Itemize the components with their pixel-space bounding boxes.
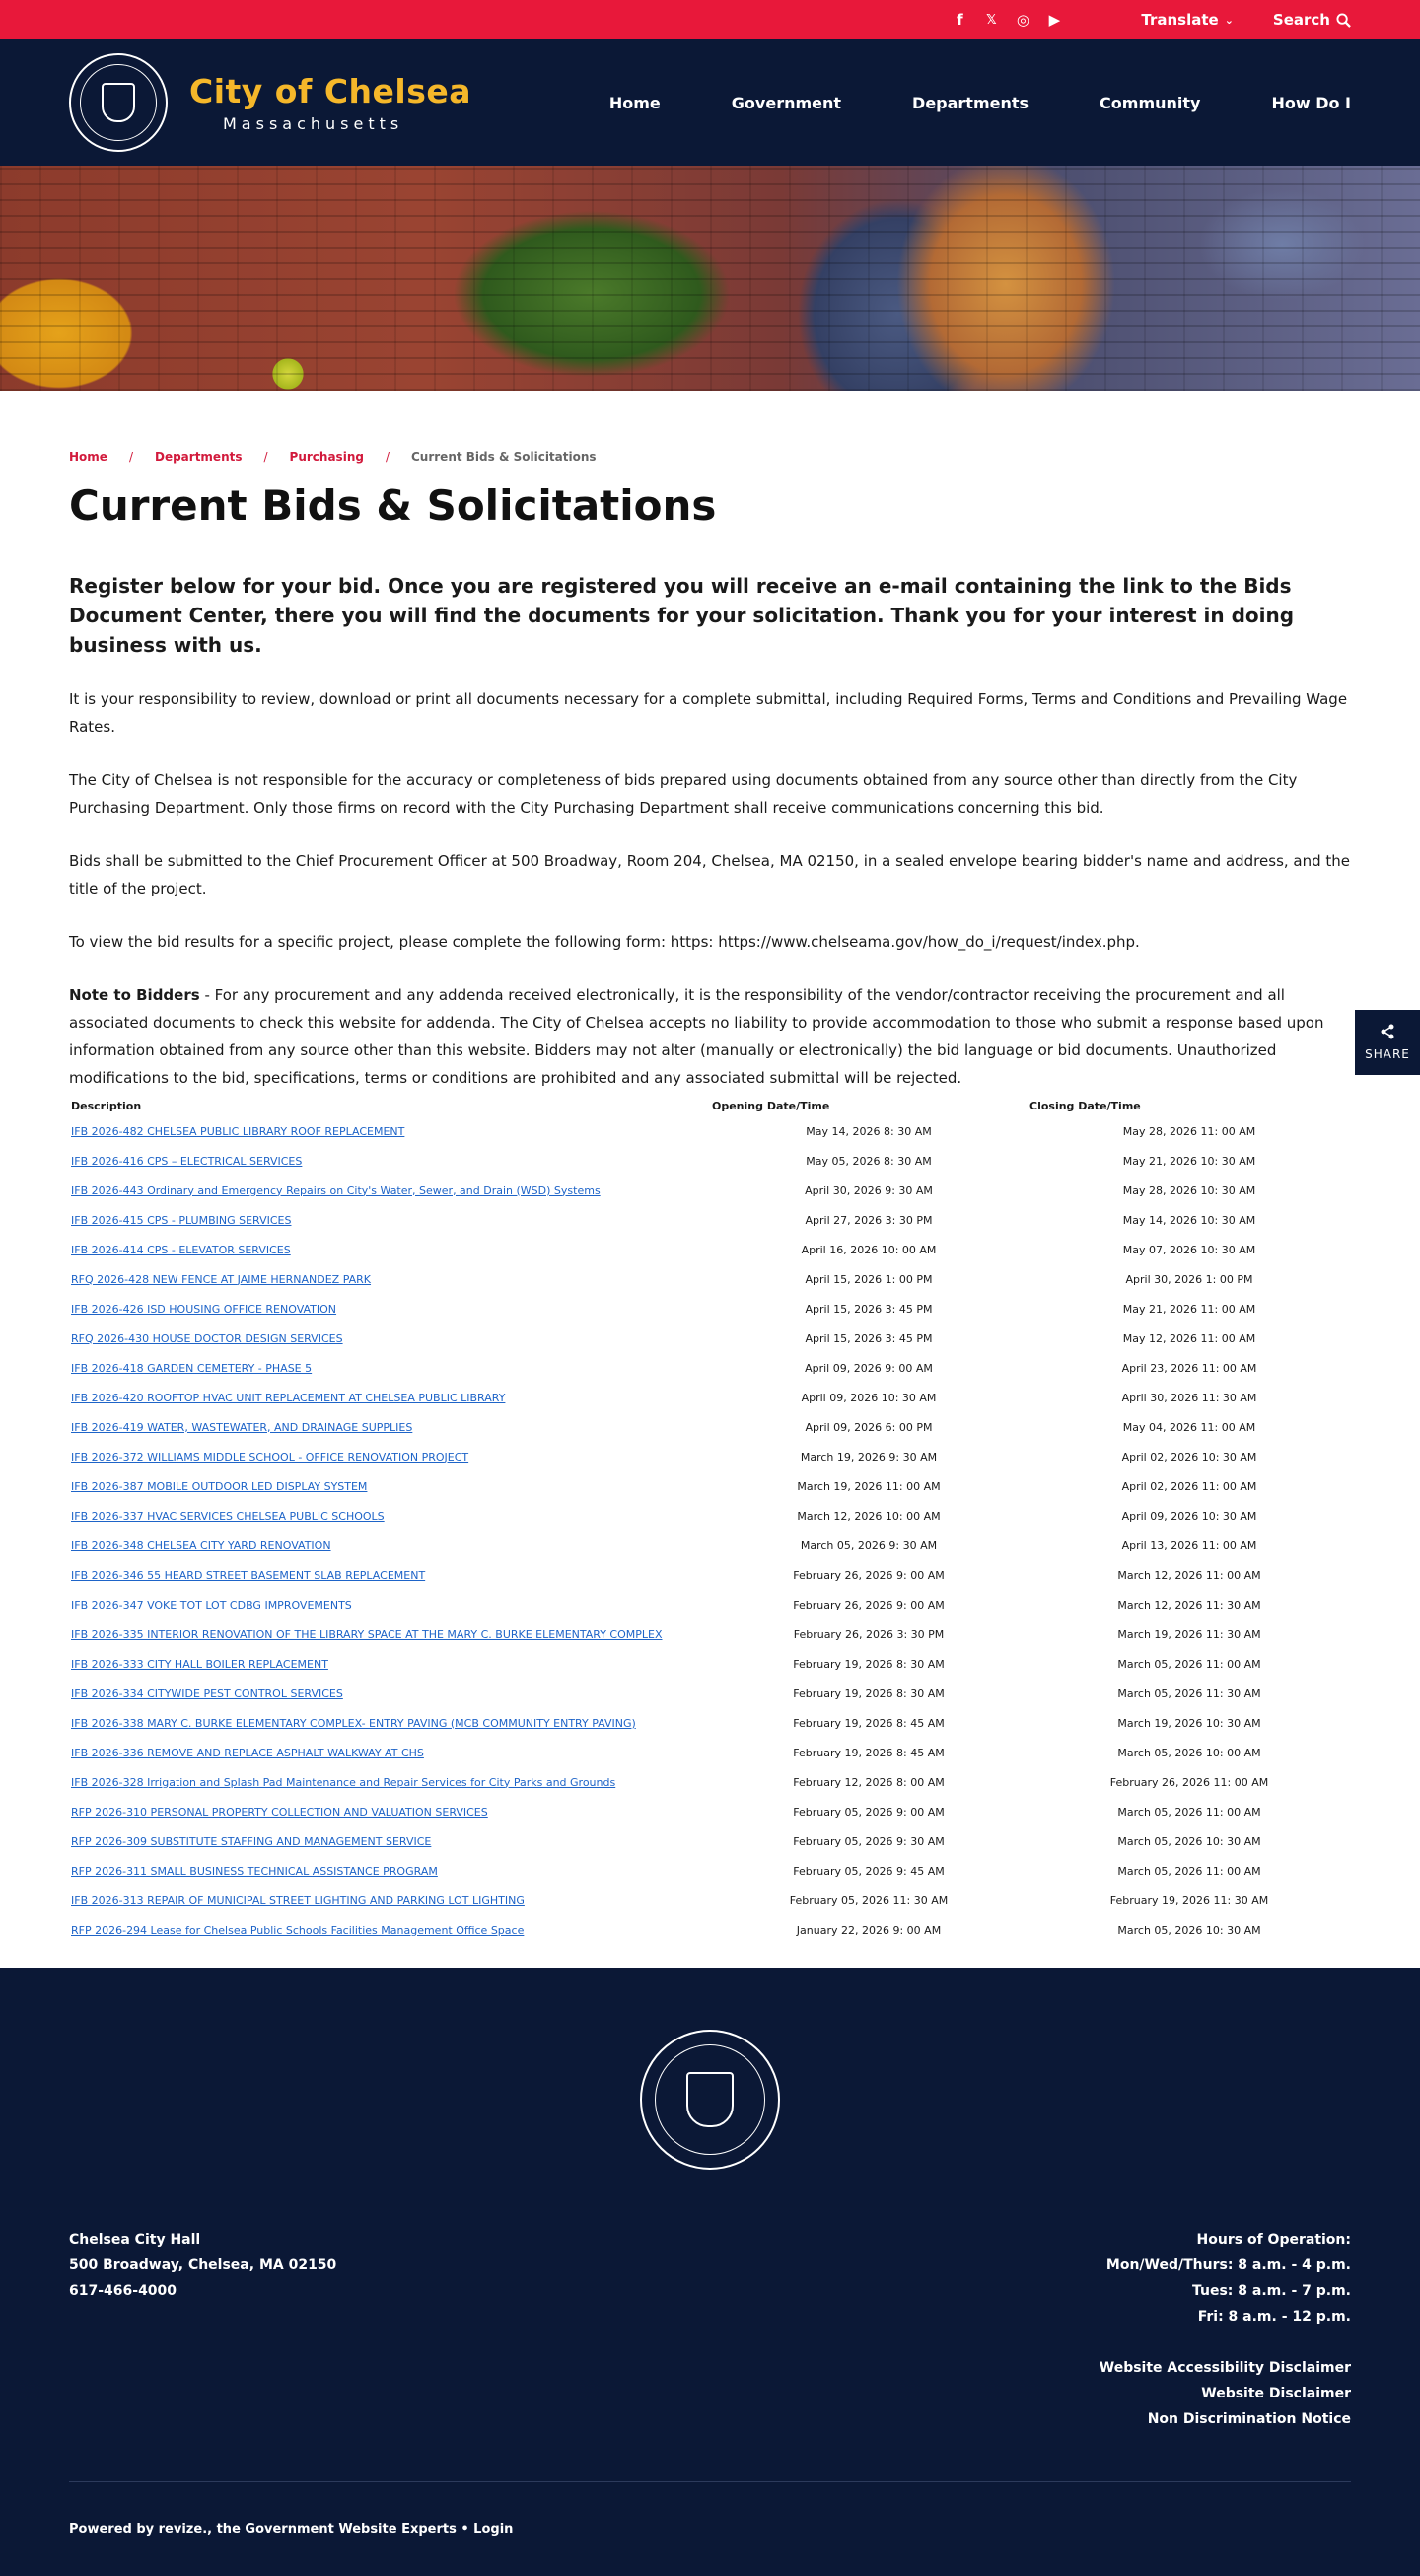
- bid-closing-date: May 28, 2026 11: 00 AM: [1122, 1124, 1256, 1138]
- bid-description-cell: [69, 1767, 710, 1797]
- table-row: [69, 1738, 1351, 1767]
- bid-closing-date: May 21, 2026 10: 30 AM: [1122, 1154, 1256, 1168]
- bid-description-cell: [69, 1324, 710, 1353]
- bid-description-cell: [69, 1560, 710, 1590]
- table-row: [69, 1383, 1351, 1412]
- nav-community[interactable]: Community: [1100, 93, 1201, 112]
- footer-link-accessibility[interactable]: Website Accessibility Disclaimer: [1099, 2360, 1351, 2376]
- search-button[interactable]: [1273, 11, 1351, 29]
- table-row: [69, 1264, 1351, 1294]
- bid-link[interactable]: IFB 2026-334 CITYWIDE PEST CONTROL SERVICES: [71, 1686, 343, 1700]
- site-footer: [0, 1968, 1420, 2576]
- bid-opening-date: February 26, 2026 9: 00 AM: [793, 1598, 945, 1611]
- bid-link[interactable]: IFB 2026-338 MARY C. BURKE ELEMENTARY COMPLEX- ENTRY PAVING (MCB COMMUNITY ENTRY PAVING): [71, 1716, 636, 1730]
- paragraph-responsibility: It is your responsibility to review, download or print all documents necessary for a complete submittal, including Required Forms, Terms and Conditions and Prevailing Wage Rates.: [69, 690, 1348, 736]
- breadcrumb-separator: /: [385, 450, 390, 464]
- breadcrumb: [69, 450, 1351, 464]
- bid-link[interactable]: IFB 2026-414 CPS - ELEVATOR SERVICES: [71, 1243, 291, 1256]
- bid-link[interactable]: IFB 2026-328 Irrigation and Splash Pad Maintenance and Repair Services for City Parks and Grounds: [71, 1775, 616, 1789]
- bid-description-cell: [69, 1294, 710, 1324]
- bid-closing-date: March 12, 2026 11: 30 AM: [1117, 1598, 1261, 1611]
- nav-home[interactable]: Home: [608, 93, 661, 112]
- bid-opening-date: April 27, 2026 3: 30 PM: [805, 1213, 933, 1227]
- bid-description-cell: [69, 1619, 710, 1649]
- bid-description-cell: [69, 1471, 710, 1501]
- youtube-icon[interactable]: ▶: [1048, 11, 1061, 29]
- nav-how-do-i[interactable]: How Do I: [1271, 93, 1351, 112]
- note-to-bidders: [69, 981, 1351, 1092]
- footer-city-seal: [640, 2030, 780, 2170]
- bid-closing-date: April 30, 2026 1: 00 PM: [1125, 1272, 1253, 1286]
- bid-closing-date: April 23, 2026 11: 00 AM: [1121, 1361, 1257, 1375]
- table-row: [69, 1826, 1351, 1856]
- twitter-icon[interactable]: 𝕏: [986, 12, 997, 28]
- bid-description-cell: [69, 1708, 710, 1738]
- table-row: [69, 1708, 1351, 1738]
- bid-link[interactable]: IFB 2026-348 CHELSEA CITY YARD RENOVATION: [71, 1538, 331, 1552]
- bid-opening-date: February 05, 2026 9: 45 AM: [793, 1864, 945, 1878]
- bid-opening-date: April 30, 2026 9: 30 AM: [805, 1183, 933, 1197]
- bid-link[interactable]: IFB 2026-426 ISD HOUSING OFFICE RENOVATION: [71, 1302, 337, 1316]
- bid-link[interactable]: RFP 2026-311 SMALL BUSINESS TECHNICAL ASSISTANCE PROGRAM: [71, 1864, 438, 1878]
- bid-closing-date: March 19, 2026 10: 30 AM: [1117, 1716, 1261, 1730]
- footer-hours-tues: Tues: 8 a.m. - 7 p.m.: [1192, 2283, 1351, 2299]
- bid-description-cell: [69, 1383, 710, 1412]
- bid-link[interactable]: IFB 2026-336 REMOVE AND REPLACE ASPHALT WALKWAY AT CHS: [71, 1746, 424, 1759]
- search-icon: [1336, 13, 1351, 28]
- table-header-row: [69, 1096, 1351, 1116]
- bid-closing-date: March 05, 2026 11: 30 AM: [1117, 1686, 1261, 1700]
- bid-link[interactable]: IFB 2026-419 WATER, WASTEWATER, AND DRAINAGE SUPPLIES: [71, 1420, 413, 1434]
- bid-opening-date: February 26, 2026 9: 00 AM: [793, 1568, 945, 1582]
- facebook-icon[interactable]: f: [957, 11, 963, 29]
- footer-address-name: Chelsea City Hall: [69, 2232, 201, 2248]
- bid-description-cell: [69, 1590, 710, 1619]
- footer-link-disclaimer[interactable]: Website Disclaimer: [1201, 2386, 1351, 2401]
- bid-opening-date: February 19, 2026 8: 30 AM: [793, 1686, 945, 1700]
- chevron-down-icon: ⌄: [1224, 13, 1234, 27]
- bid-opening-date: April 15, 2026 1: 00 PM: [805, 1272, 933, 1286]
- bid-opening-date: February 19, 2026 8: 30 AM: [793, 1657, 945, 1671]
- footer-hours-mwth: Mon/Wed/Thurs: 8 a.m. - 4 p.m.: [1105, 2257, 1351, 2273]
- bid-description-cell: [69, 1412, 710, 1442]
- bid-link[interactable]: IFB 2026-335 INTERIOR RENOVATION OF THE LIBRARY SPACE AT THE MARY C. BURKE ELEMENTARY COMPLEX: [71, 1627, 663, 1641]
- table-row: [69, 1649, 1351, 1679]
- footer-link-non-discrimination[interactable]: Non Discrimination Notice: [1147, 2411, 1351, 2427]
- breadcrumb-home[interactable]: Home: [69, 450, 107, 464]
- bid-opening-date: January 22, 2026 9: 00 AM: [796, 1923, 942, 1937]
- bid-closing-date: March 05, 2026 10: 00 AM: [1117, 1746, 1261, 1759]
- table-row: [69, 1679, 1351, 1708]
- hero-banner-mural: [0, 166, 1420, 391]
- table-row: [69, 1856, 1351, 1886]
- city-seal-logo[interactable]: [69, 53, 168, 152]
- note-text: - For any procurement and any addenda received electronically, it is the responsibility of the vendor/contractor receiving the procurement and all associated documents to check this website for addenda. The City of Chelsea accepts no liability to provide accommodation to those who submit a response based upon information obtained from any source other than this website. Bidders may not alter (manually or electronically) the bid language or bid documents. Unauthorized modifications to the bid, specifications, terms or conditions are prohibited and any associated submittal will be rejected.: [69, 986, 1324, 1087]
- bid-closing-date: May 21, 2026 11: 00 AM: [1122, 1302, 1256, 1316]
- brand[interactable]: [189, 72, 471, 133]
- bid-opening-date: April 09, 2026 9: 00 AM: [805, 1361, 933, 1375]
- bid-description-cell: [69, 1501, 710, 1531]
- bid-closing-date: March 05, 2026 11: 00 AM: [1117, 1657, 1261, 1671]
- bid-description-cell: [69, 1738, 710, 1767]
- bid-description-cell: [69, 1116, 710, 1146]
- bid-link[interactable]: RFP 2026-310 PERSONAL PROPERTY COLLECTION AND VALUATION SERVICES: [71, 1805, 488, 1819]
- paragraph-bid-results: To view the bid results for a specific project, please complete the following form: https: https://www.chelseama.gov/how_do_i/request/index.php.: [69, 933, 1140, 951]
- breadcrumb-separator: /: [263, 450, 268, 464]
- bid-description-cell: [69, 1886, 710, 1915]
- bids-table-body: [69, 1116, 1351, 1945]
- footer-address: [69, 2227, 336, 2432]
- main-nav: [538, 94, 1351, 112]
- share-icon: [1380, 1024, 1395, 1039]
- bid-link[interactable]: IFB 2026-443 Ordinary and Emergency Repairs on City's Water, Sewer, and Drain (WSD) Systems: [71, 1183, 601, 1197]
- page-title: Current Bids & Solicitations: [69, 481, 717, 530]
- bid-description-cell: [69, 1649, 710, 1679]
- table-row: [69, 1176, 1351, 1205]
- instagram-icon[interactable]: ◎: [1016, 11, 1030, 29]
- table-row: [69, 1442, 1351, 1471]
- bid-closing-date: May 12, 2026 11: 00 AM: [1122, 1331, 1256, 1345]
- bid-closing-date: March 05, 2026 10: 30 AM: [1117, 1834, 1261, 1848]
- footer-divider: [69, 2481, 1351, 2482]
- bid-opening-date: February 05, 2026 9: 00 AM: [793, 1805, 945, 1819]
- paragraph-accuracy: The City of Chelsea is not responsible for the accuracy or completeness of bids prepared using documents obtained from any source other than directly from the City Purchasing Department. Only those firms on record with the City Purchasing Department shall receive communications concerning this bid.: [69, 771, 1298, 817]
- bid-opening-date: February 05, 2026 9: 30 AM: [793, 1834, 945, 1848]
- bid-link[interactable]: IFB 2026-313 REPAIR OF MUNICIPAL STREET LIGHTING AND PARKING LOT LIGHTING: [71, 1894, 525, 1907]
- site-header: [0, 39, 1420, 166]
- bid-link[interactable]: RFQ 2026-430 HOUSE DOCTOR DESIGN SERVICES: [71, 1331, 343, 1345]
- bid-link[interactable]: IFB 2026-337 HVAC SERVICES CHELSEA PUBLIC SCHOOLS: [71, 1509, 385, 1523]
- column-header-description: Description: [71, 1100, 142, 1112]
- bid-closing-date: May 28, 2026 10: 30 AM: [1122, 1183, 1256, 1197]
- table-row: [69, 1471, 1351, 1501]
- bid-closing-date: March 12, 2026 11: 00 AM: [1117, 1568, 1261, 1582]
- social-links: [952, 11, 1062, 29]
- main-content: [0, 391, 1420, 1965]
- bid-link[interactable]: IFB 2026-387 MOBILE OUTDOOR LED DISPLAY SYSTEM: [71, 1479, 368, 1493]
- translate-label: Translate: [1141, 11, 1219, 29]
- bid-link[interactable]: IFB 2026-420 ROOFTOP HVAC UNIT REPLACEMENT AT CHELSEA PUBLIC LIBRARY: [71, 1391, 506, 1404]
- bid-opening-date: April 15, 2026 3: 45 PM: [805, 1331, 933, 1345]
- bid-description-cell: [69, 1264, 710, 1294]
- note-label: Note to Bidders: [69, 986, 200, 1004]
- bid-link[interactable]: IFB 2026-372 WILLIAMS MIDDLE SCHOOL - OFFICE RENOVATION PROJECT: [71, 1450, 469, 1464]
- table-row: [69, 1116, 1351, 1146]
- table-row: [69, 1767, 1351, 1797]
- footer-hours-title: Hours of Operation:: [1196, 2232, 1351, 2248]
- bid-opening-date: March 19, 2026 9: 30 AM: [800, 1450, 938, 1464]
- bid-opening-date: March 05, 2026 9: 30 AM: [800, 1538, 938, 1552]
- bid-description-cell: [69, 1205, 710, 1235]
- bid-closing-date: May 14, 2026 10: 30 AM: [1122, 1213, 1256, 1227]
- bid-opening-date: April 09, 2026 6: 00 PM: [805, 1420, 933, 1434]
- table-row: [69, 1324, 1351, 1353]
- table-row: [69, 1353, 1351, 1383]
- bid-opening-date: February 26, 2026 3: 30 PM: [793, 1627, 945, 1641]
- table-row: [69, 1797, 1351, 1826]
- paragraph-submission: Bids shall be submitted to the Chief Procurement Officer at 500 Broadway, Room 204, Chelsea, MA 02150, in a sealed envelope bearing bidder's name and address, and the title of the project.: [69, 852, 1351, 897]
- site-name: City of Chelsea: [189, 72, 472, 110]
- footer-hours-and-links: [1100, 2227, 1351, 2432]
- table-row: [69, 1915, 1351, 1945]
- table-row: [69, 1501, 1351, 1531]
- top-utility-bar: [0, 0, 1420, 39]
- footer-hours-fri: Fri: 8 a.m. - 12 p.m.: [1197, 2309, 1351, 2325]
- footer-address-street: 500 Broadway, Chelsea, MA 02150: [69, 2257, 337, 2273]
- bid-description-cell: [69, 1856, 710, 1886]
- table-row: [69, 1590, 1351, 1619]
- bid-opening-date: March 12, 2026 10: 00 AM: [797, 1509, 941, 1523]
- translate-dropdown[interactable]: [1141, 11, 1234, 29]
- bid-link[interactable]: RFP 2026-294 Lease for Chelsea Public Schools Facilities Management Office Space: [71, 1923, 525, 1937]
- bid-description-cell: [69, 1826, 710, 1856]
- bid-link[interactable]: IFB 2026-416 CPS – ELECTRICAL SERVICES: [71, 1154, 303, 1168]
- table-row: [69, 1146, 1351, 1176]
- bid-description-cell: [69, 1531, 710, 1560]
- bid-description-cell: [69, 1235, 710, 1264]
- lead-paragraph: Register below for your bid. Once you are registered you will receive an e-mail containing the link to the Bids Document Center, there you will find the documents for your solicitation. Thank you for your interest in doing business with us.: [69, 574, 1295, 657]
- bid-closing-date: March 19, 2026 11: 30 AM: [1117, 1627, 1261, 1641]
- bid-closing-date: February 26, 2026 11: 00 AM: [1109, 1775, 1269, 1789]
- bid-opening-date: February 19, 2026 8: 45 AM: [793, 1716, 945, 1730]
- bid-opening-date: April 16, 2026 10: 00 AM: [801, 1243, 937, 1256]
- breadcrumb-departments[interactable]: Departments: [154, 450, 243, 464]
- share-button[interactable]: [1355, 1010, 1420, 1075]
- footer-phone[interactable]: 617-466-4000: [69, 2283, 178, 2299]
- table-row: [69, 1294, 1351, 1324]
- bids-table: [69, 1096, 1351, 1945]
- bid-description-cell: [69, 1915, 710, 1945]
- bid-opening-date: April 09, 2026 10: 30 AM: [801, 1391, 937, 1404]
- breadcrumb-separator: /: [128, 450, 133, 464]
- bid-link[interactable]: RFP 2026-309 SUBSTITUTE STAFFING AND MANAGEMENT SERVICE: [71, 1834, 432, 1848]
- table-row: [69, 1886, 1351, 1915]
- bid-link[interactable]: IFB 2026-418 GARDEN CEMETERY - PHASE 5: [71, 1361, 313, 1375]
- bid-closing-date: May 07, 2026 10: 30 AM: [1122, 1243, 1256, 1256]
- bid-closing-date: February 19, 2026 11: 30 AM: [1109, 1894, 1269, 1907]
- table-row: [69, 1205, 1351, 1235]
- bid-description-cell: [69, 1353, 710, 1383]
- bid-link[interactable]: IFB 2026-333 CITY HALL BOILER REPLACEMENT: [71, 1657, 328, 1671]
- bid-description-cell: [69, 1442, 710, 1471]
- column-header-closing: Closing Date/Time: [1030, 1100, 1141, 1112]
- bid-link[interactable]: IFB 2026-347 VOKE TOT LOT CDBG IMPROVEMENTS: [71, 1598, 352, 1611]
- bid-closing-date: March 05, 2026 11: 00 AM: [1117, 1805, 1261, 1819]
- table-row: [69, 1235, 1351, 1264]
- bid-description-cell: [69, 1797, 710, 1826]
- bid-closing-date: April 30, 2026 11: 30 AM: [1121, 1391, 1257, 1404]
- bid-closing-date: April 02, 2026 11: 00 AM: [1121, 1479, 1257, 1493]
- breadcrumb-purchasing[interactable]: Purchasing: [289, 450, 364, 464]
- bid-description-cell: [69, 1146, 710, 1176]
- breadcrumb-current: Current Bids & Solicitations: [411, 450, 597, 464]
- table-row: [69, 1412, 1351, 1442]
- table-row: [69, 1619, 1351, 1649]
- share-label: SHARE: [1365, 1047, 1410, 1061]
- bid-closing-date: April 02, 2026 10: 30 AM: [1121, 1450, 1257, 1464]
- bid-description-cell: [69, 1679, 710, 1708]
- bid-closing-date: May 04, 2026 11: 00 AM: [1122, 1420, 1256, 1434]
- bid-opening-date: May 14, 2026 8: 30 AM: [806, 1124, 932, 1138]
- bid-opening-date: March 19, 2026 11: 00 AM: [797, 1479, 941, 1493]
- footer-columns: [69, 2227, 1351, 2432]
- column-header-opening: Opening Date/Time: [712, 1100, 830, 1112]
- bid-closing-date: March 05, 2026 11: 00 AM: [1117, 1864, 1261, 1878]
- table-row: [69, 1560, 1351, 1590]
- bid-opening-date: May 05, 2026 8: 30 AM: [806, 1154, 932, 1168]
- bid-opening-date: February 19, 2026 8: 45 AM: [793, 1746, 945, 1759]
- nav-departments[interactable]: Departments: [912, 93, 1030, 112]
- bid-link[interactable]: IFB 2026-346 55 HEARD STREET BASEMENT SLAB REPLACEMENT: [71, 1568, 426, 1582]
- bid-link[interactable]: RFQ 2026-428 NEW FENCE AT JAIME HERNANDEZ PARK: [71, 1272, 372, 1286]
- bid-opening-date: February 05, 2026 11: 30 AM: [789, 1894, 949, 1907]
- bid-description-cell: [69, 1176, 710, 1205]
- table-row: [69, 1531, 1351, 1560]
- bid-closing-date: March 05, 2026 10: 30 AM: [1117, 1923, 1261, 1937]
- bid-opening-date: April 15, 2026 3: 45 PM: [805, 1302, 933, 1316]
- bid-closing-date: April 13, 2026 11: 00 AM: [1121, 1538, 1257, 1552]
- powered-by[interactable]: Powered by revize., the Government Website Experts • Login: [69, 2522, 514, 2537]
- bid-link[interactable]: IFB 2026-415 CPS - PLUMBING SERVICES: [71, 1213, 292, 1227]
- search-label: Search: [1272, 11, 1330, 29]
- bid-closing-date: April 09, 2026 10: 30 AM: [1121, 1509, 1257, 1523]
- bid-opening-date: February 12, 2026 8: 00 AM: [793, 1775, 945, 1789]
- bid-link[interactable]: IFB 2026-482 CHELSEA PUBLIC LIBRARY ROOF REPLACEMENT: [71, 1124, 405, 1138]
- nav-government[interactable]: Government: [731, 93, 842, 112]
- site-subtitle: Massachusetts: [223, 114, 404, 133]
